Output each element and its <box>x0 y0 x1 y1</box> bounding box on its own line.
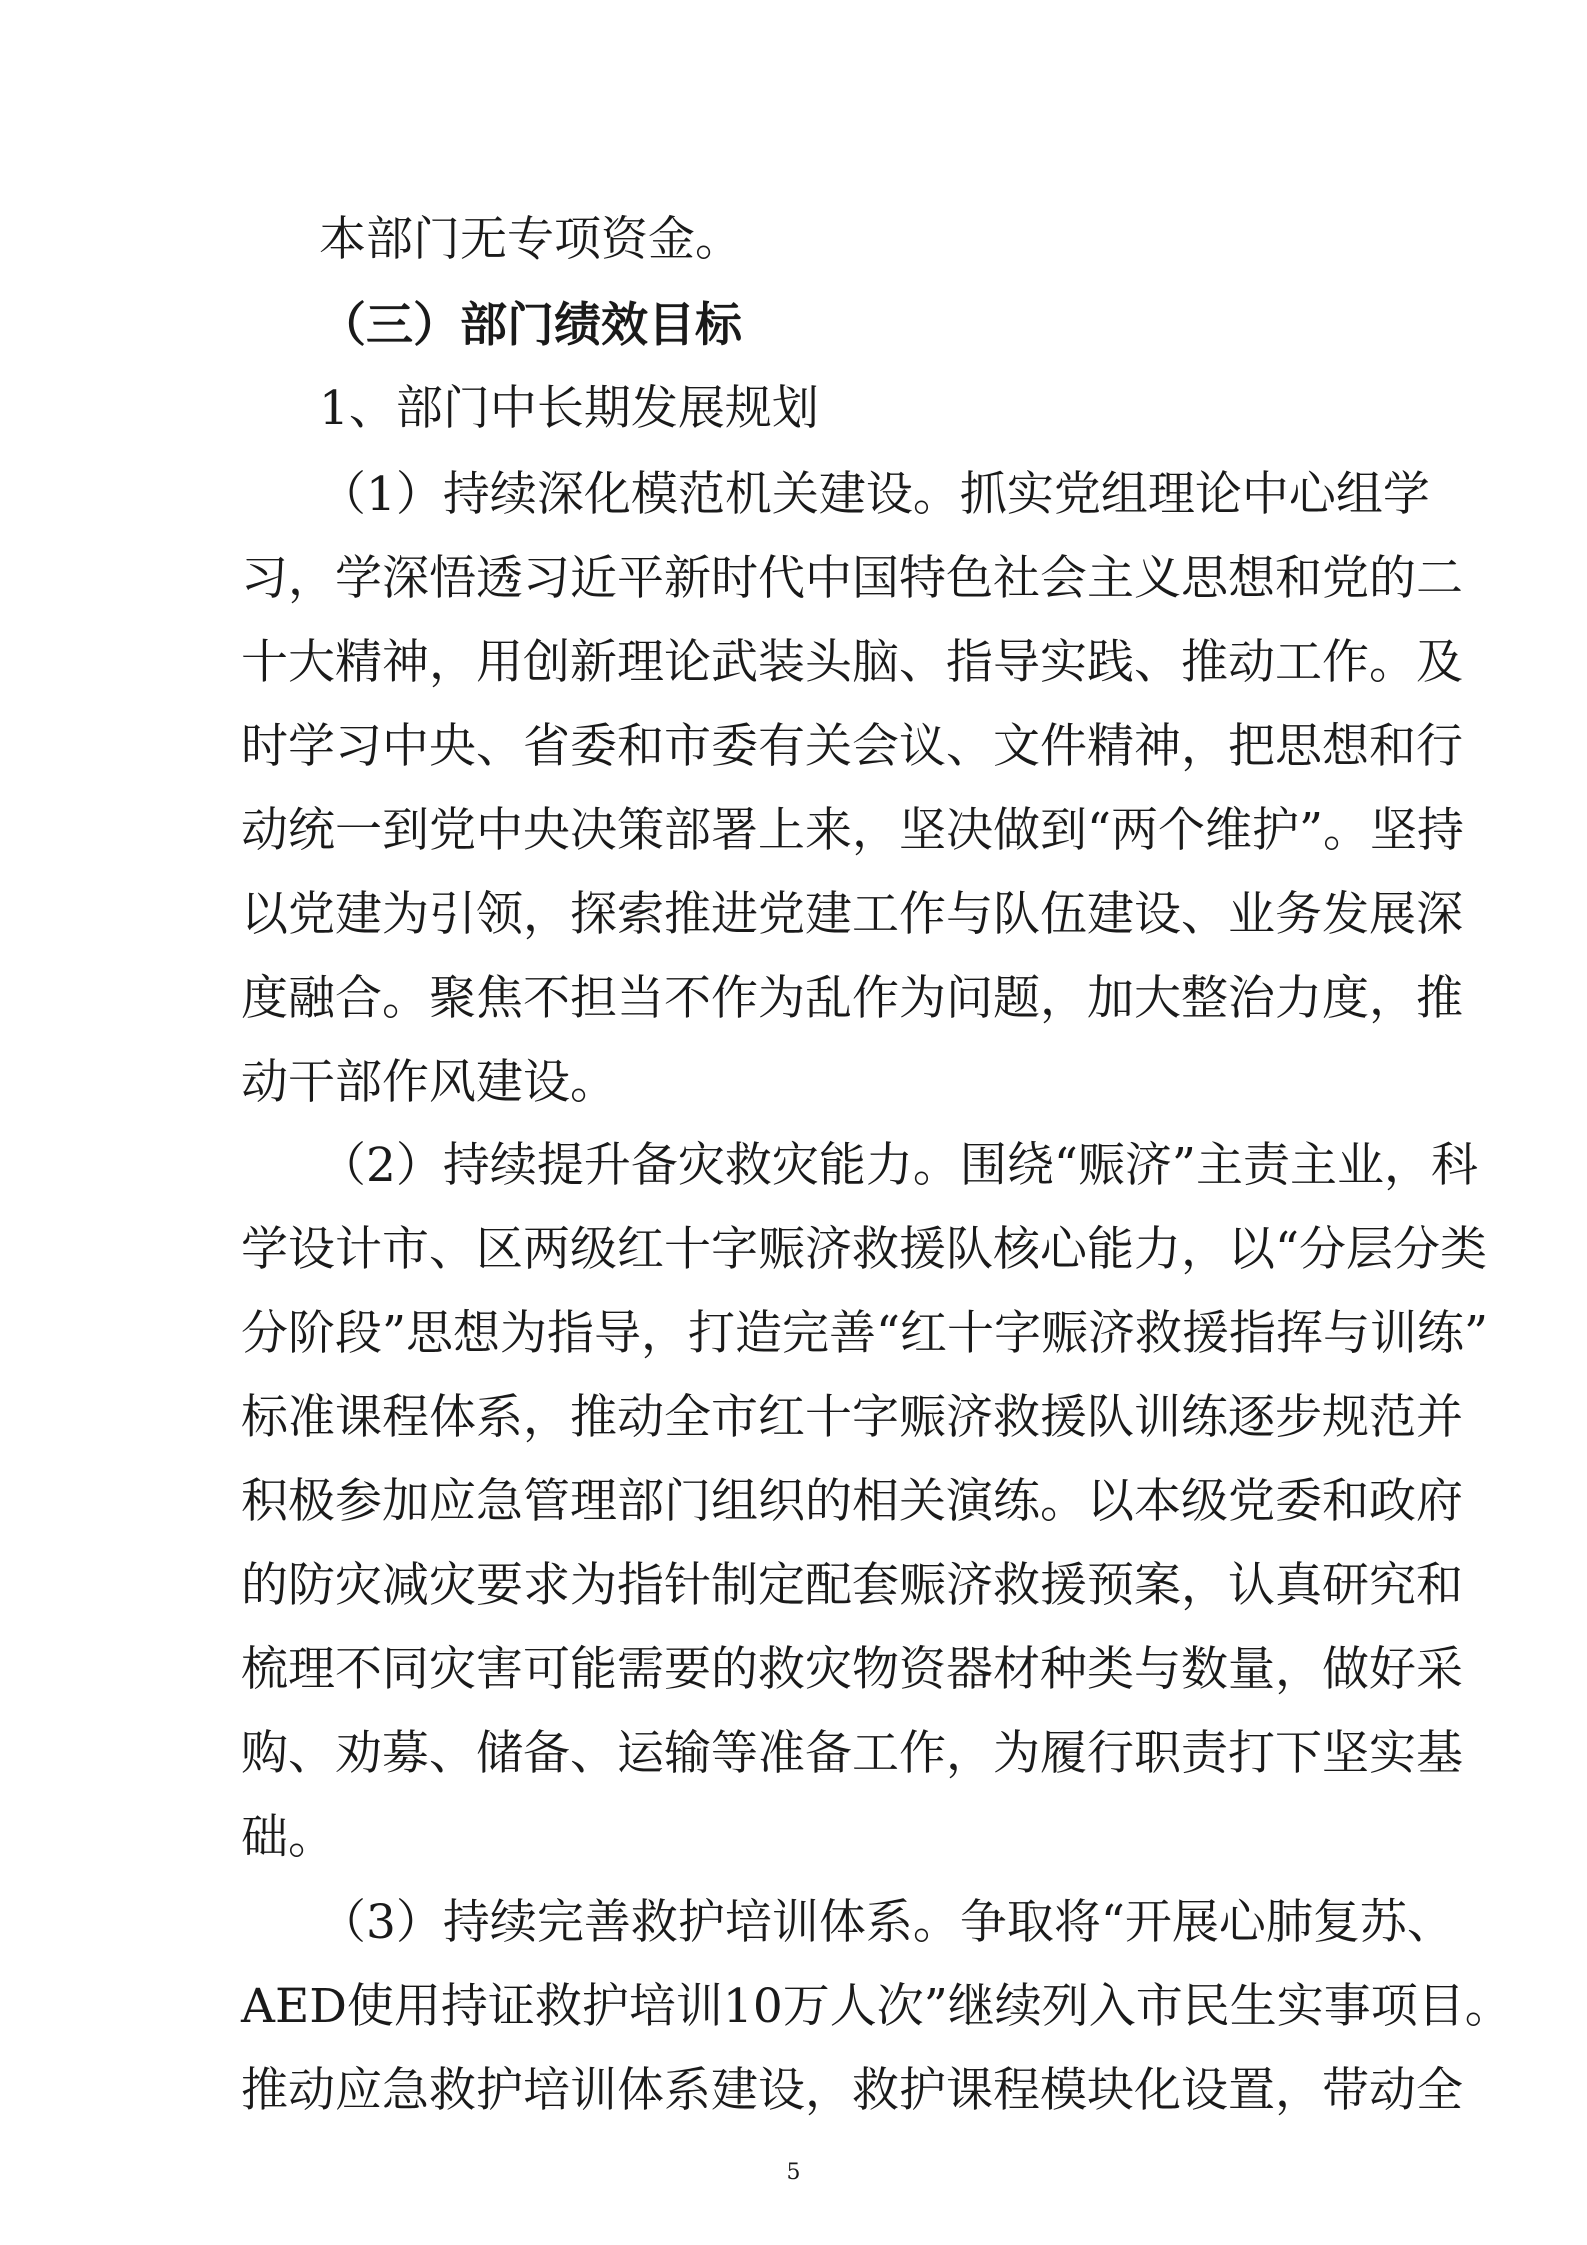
paragraph-line: （2）持续提升备灾救灾能力。围绕“赈济”主责主业，科 <box>319 1138 1478 1193</box>
paragraph-line: 购、劝募、储备、运输等准备工作，为履行职责打下坚实基 <box>241 1726 1463 1781</box>
paragraph-line: 动统一到党中央决策部署上来，坚决做到“两个维护”。坚持 <box>241 803 1465 858</box>
paragraph-line: 学设计市、区两级红十字赈济救援队核心能力，以“分层分类 <box>241 1222 1488 1277</box>
text-line-no-special-funds: 本部门无专项资金。 <box>319 212 742 267</box>
paragraph-line: 梳理不同灾害可能需要的救灾物资器材种类与数量，做好采 <box>241 1642 1463 1697</box>
section-heading-performance-goals: （三）部门绩效目标 <box>319 298 742 353</box>
paragraph-line: 度融合。聚焦不担当不作为乱作为问题，加大整治力度，推 <box>241 971 1463 1026</box>
paragraph-line: （1）持续深化模范机关建设。抓实党组理论中心组学 <box>319 467 1430 522</box>
paragraph-line: 以党建为引领，探索推进党建工作与队伍建设、业务发展深 <box>241 887 1463 942</box>
subsection-heading-long-term-plan: 1、部门中长期发展规划 <box>319 381 819 436</box>
paragraph-line: 积极参加应急管理部门组织的相关演练。以本级党委和政府 <box>241 1474 1463 1529</box>
paragraph-line: 动干部作风建设。 <box>241 1055 617 1110</box>
paragraph-line: 标准课程体系，推动全市红十字赈济救援队训练逐步规范并 <box>241 1390 1463 1445</box>
page-number: 5 <box>786 2160 801 2185</box>
paragraph-line: AED使用持证救护培训10万人次”继续列入市民生实事项目。 <box>241 1979 1512 2034</box>
paragraph-line: 础。 <box>241 1810 335 1865</box>
paragraph-line: 时学习中央、省委和市委有关会议、文件精神，把思想和行 <box>241 719 1463 774</box>
paragraph-line: 的防灾减灾要求为指针制定配套赈济救援预案，认真研究和 <box>241 1558 1463 1613</box>
paragraph-line: 十大精神，用创新理论武装头脑、指导实践、推动工作。及 <box>241 635 1463 690</box>
paragraph-line: （3）持续完善救护培训体系。争取将“开展心肺复苏、 <box>319 1895 1454 1950</box>
paragraph-line: 习，学深悟透习近平新时代中国特色社会主义思想和党的二 <box>241 551 1463 606</box>
paragraph-line: 分阶段”思想为指导，打造完善“红十字赈济救援指挥与训练” <box>241 1306 1489 1361</box>
paragraph-line: 推动应急救护培训体系建设，救护课程模块化设置，带动全 <box>241 2063 1463 2118</box>
